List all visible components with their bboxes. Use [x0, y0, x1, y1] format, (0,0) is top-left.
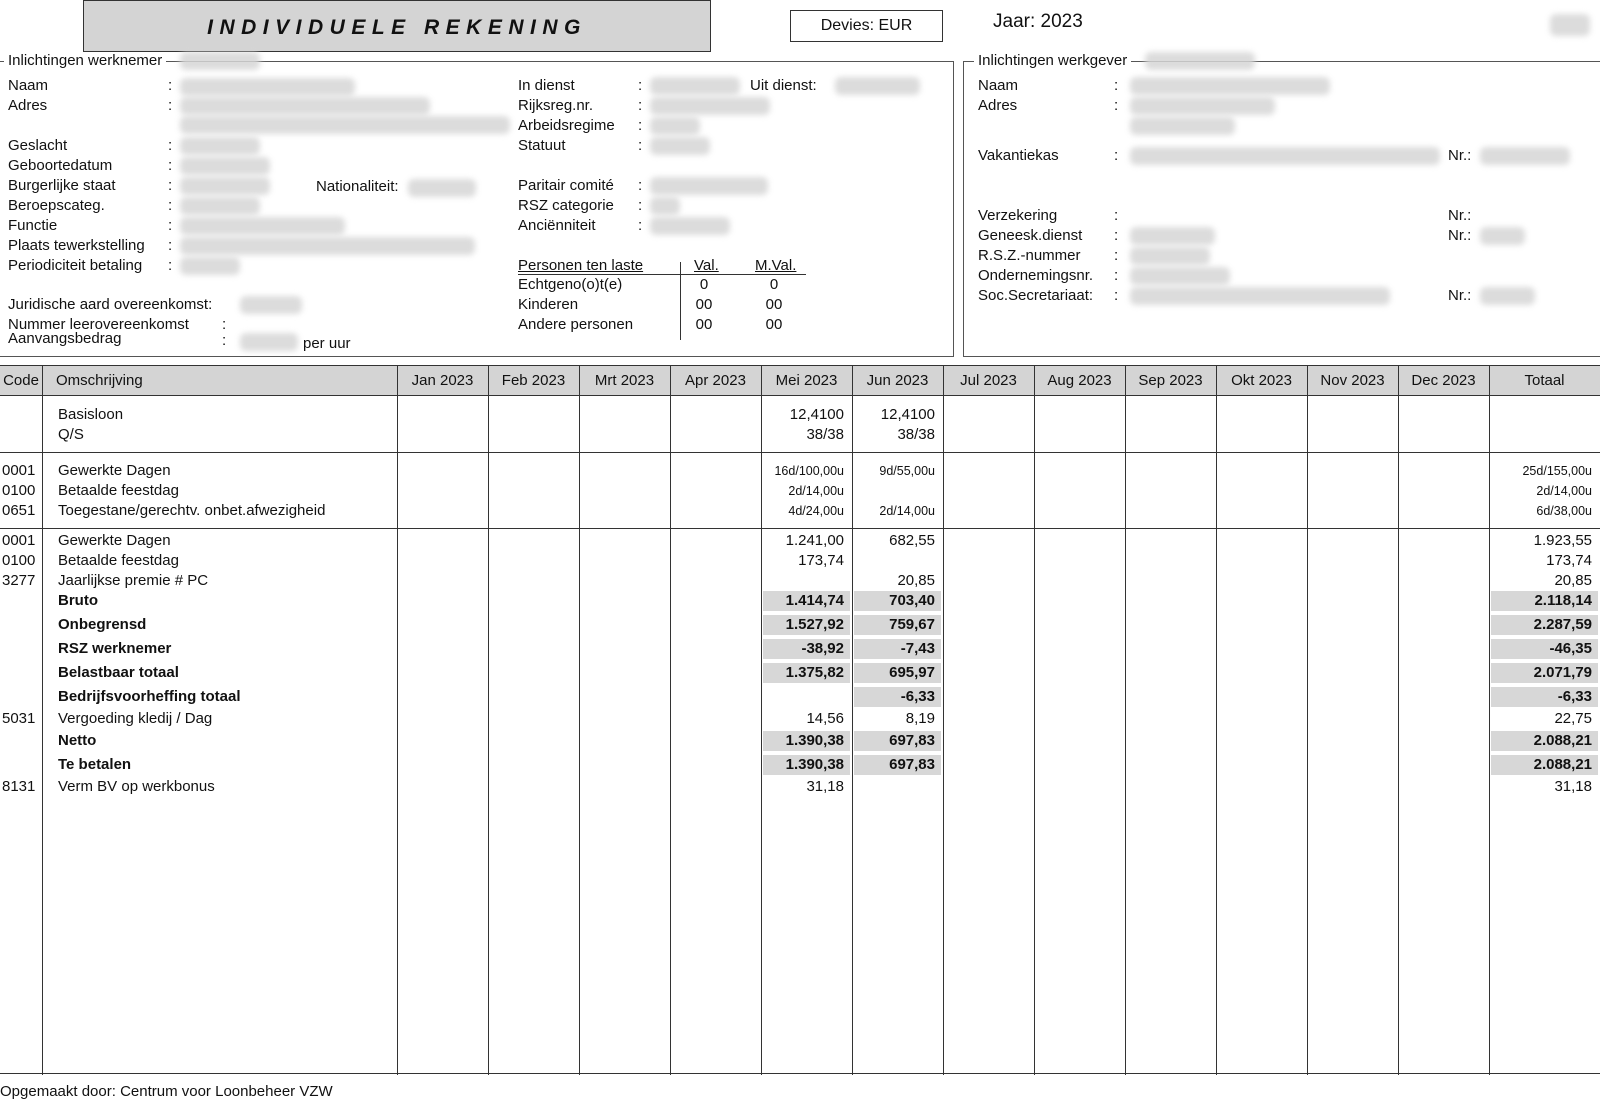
field-colon: : [1114, 97, 1119, 114]
row-code: 0001 [2, 532, 36, 549]
column-header: Totaal [1524, 372, 1565, 389]
employment-field-label: In dienst [518, 77, 575, 94]
column-divider [1398, 366, 1399, 1075]
dependents-divider [680, 262, 681, 340]
cell-mei: 1.390,38 [763, 731, 850, 751]
row-description: Betaalde feestdag [58, 552, 179, 569]
cell-jun: 703,40 [854, 591, 941, 611]
field-colon: : [638, 77, 643, 94]
cell-total: 2.088,21 [1491, 731, 1598, 751]
cell-jun: 12,4100 [880, 406, 935, 423]
column-header: Jun 2023 [866, 372, 929, 389]
column-header: Okt 2023 [1231, 372, 1292, 389]
row-description: Q/S [58, 426, 84, 443]
cell-total: 173,74 [1546, 552, 1592, 569]
field-colon: : [168, 77, 173, 94]
field-colon: : [168, 137, 173, 154]
cell-total: 25d/155,00u [1522, 464, 1592, 478]
cell-total: 31,18 [1554, 778, 1592, 795]
cell-total: -6,33 [1491, 687, 1598, 707]
employment-field-label: Paritair comité [518, 177, 614, 194]
field-colon: : [1114, 227, 1119, 244]
employer-nr-label: Nr.: [1448, 287, 1472, 304]
employee-field-label: Periodiciteit betaling [8, 257, 143, 274]
employee-field-label: Aanvangsbedrag [8, 330, 122, 347]
employee-field-label: Plaats tewerkstelling [8, 237, 145, 254]
employer-nr-label: Nr.: [1448, 147, 1472, 164]
row-description: Basisloon [58, 406, 124, 423]
cell-total: 20,85 [1554, 572, 1592, 589]
cell-jun: 682,55 [889, 532, 935, 549]
row-code: 0100 [2, 482, 36, 499]
redacted-in-service [650, 77, 740, 95]
redacted-employer-id [1145, 52, 1255, 70]
out-of-service-label: Uit dienst: [750, 77, 817, 94]
employee-legend: Inlichtingen werknemer [4, 52, 166, 69]
redacted-secretariat-nr [1480, 287, 1535, 305]
section-divider [0, 452, 1600, 453]
column-divider [1216, 366, 1217, 1075]
employer-field-label: Geneesk.dienst [978, 227, 1083, 244]
employer-nr-label: Nr.: [1448, 207, 1472, 224]
footer-text: Opgemaakt door: Centrum voor Loonbeheer VZW [0, 1083, 333, 1100]
cell-jun: 697,83 [854, 731, 941, 751]
field-colon: : [1114, 267, 1119, 284]
redacted-medical-service [1130, 227, 1215, 245]
employer-field-label: Naam [978, 77, 1019, 94]
field-colon: : [168, 237, 173, 254]
cell-mei: 14,56 [806, 710, 844, 727]
column-divider [943, 366, 944, 1075]
cell-total: 2.287,59 [1491, 615, 1598, 635]
row-description: Belastbaar totaal [58, 664, 179, 681]
redacted-address-2 [180, 116, 510, 134]
dependents-mval: 00 [765, 316, 783, 333]
payroll-table [0, 365, 1600, 1074]
redacted-function [180, 217, 345, 235]
redacted-national-number [650, 97, 770, 115]
redacted-contract-type [240, 296, 302, 314]
field-colon: : [638, 197, 643, 214]
field-colon: : [168, 217, 173, 234]
employment-field-label: RSZ categorie [518, 197, 614, 214]
cell-jun: 8,19 [905, 710, 935, 727]
field-colon: : [168, 257, 173, 274]
cell-total: 22,75 [1554, 710, 1592, 727]
cell-mei: 38/38 [806, 426, 844, 443]
employer-field-label: Soc.Secretariaat: [978, 287, 1094, 304]
field-colon: : [1114, 147, 1119, 164]
cell-total: 2.118,14 [1491, 591, 1598, 611]
cell-total: -46,35 [1491, 639, 1598, 659]
row-description: Gewerkte Dagen [58, 532, 171, 549]
employer-field-label: Ondernemingsnr. [978, 267, 1094, 284]
employee-field-label: Geslacht [8, 137, 68, 154]
dependents-label: Andere personen [518, 316, 634, 333]
cell-jun: 9d/55,00u [879, 464, 935, 478]
column-divider [397, 366, 398, 1075]
column-header: Omschrijving [56, 372, 143, 389]
column-divider [579, 366, 580, 1075]
row-description: Vergoeding kledij / Dag [58, 710, 213, 727]
cell-mei: 1.527,92 [763, 615, 850, 635]
column-divider [1307, 366, 1308, 1075]
cell-mei: 173,74 [798, 552, 844, 569]
employee-field-label: Nummer leerovereenkomst [8, 316, 189, 333]
cell-jun: -6,33 [854, 687, 941, 707]
employer-info-section [963, 52, 1600, 357]
field-colon: : [1114, 207, 1119, 224]
column-header: Mrt 2023 [594, 372, 655, 389]
per-hour-label: per uur [303, 335, 351, 352]
document-title: INDIVIDUELE REKENING [207, 16, 587, 39]
row-code: 5031 [2, 710, 36, 727]
employment-field-label: Statuut [518, 137, 566, 154]
row-description: Verm BV op werkbonus [58, 778, 215, 795]
column-header: Jul 2023 [960, 372, 1017, 389]
column-header: Jan 2023 [411, 372, 474, 389]
section-divider [0, 528, 1600, 529]
redacted-regime [650, 117, 700, 135]
field-colon: : [1114, 287, 1119, 304]
redacted-rsz-number [1130, 247, 1210, 265]
cell-total: 6d/38,00u [1536, 504, 1592, 518]
cell-jun: 697,83 [854, 755, 941, 775]
column-divider [761, 366, 762, 1075]
row-description: Bruto [58, 592, 98, 609]
dependents-val: 00 [695, 296, 713, 313]
cell-jun: 20,85 [897, 572, 935, 589]
column-divider [1125, 366, 1126, 1075]
cell-mei: 31,18 [806, 778, 844, 795]
field-colon: : [168, 197, 173, 214]
employee-field-label: Juridische aard overeenkomst: [8, 296, 213, 313]
dependents-label: Kinderen [518, 296, 579, 313]
cell-mei: 1.375,82 [763, 663, 850, 683]
dependents-rule [518, 274, 806, 275]
row-code: 0100 [2, 552, 36, 569]
cell-mei: 1.241,00 [785, 532, 844, 549]
row-description: RSZ werknemer [58, 640, 172, 657]
column-header: Code [3, 372, 39, 389]
row-description: Onbegrensd [58, 616, 147, 633]
field-colon: : [638, 117, 643, 134]
employment-field-label: Anciënniteit [518, 217, 596, 234]
redacted-page-number [1550, 14, 1590, 36]
row-description: Bedrijfsvoorheffing totaal [58, 688, 241, 705]
redacted-civil-status [180, 177, 270, 195]
employee-field-label: Naam [8, 77, 49, 94]
column-header: Feb 2023 [501, 372, 566, 389]
column-divider [670, 366, 671, 1075]
cell-total: 2.071,79 [1491, 663, 1598, 683]
cell-mei: 2d/14,00u [788, 484, 844, 498]
row-description: Gewerkte Dagen [58, 462, 171, 479]
employment-field-label: Rijksreg.nr. [518, 97, 594, 114]
cell-mei: 1.390,38 [763, 755, 850, 775]
field-colon: : [1114, 247, 1119, 264]
cell-jun: 759,67 [854, 615, 941, 635]
column-divider [1489, 366, 1490, 1075]
row-description: Te betalen [58, 756, 132, 773]
dependents-mval: 0 [769, 276, 779, 293]
dependents-label: Echtgeno(o)t(e) [518, 276, 623, 293]
employer-field-label: Adres [978, 97, 1018, 114]
row-description: Jaarlijkse premie # PC [58, 572, 209, 589]
employee-field-label: Burgerlijke staat [8, 177, 116, 194]
column-header: Aug 2023 [1047, 372, 1112, 389]
cell-mei: 16d/100,00u [774, 464, 844, 478]
field-colon: : [168, 97, 173, 114]
dependents-mval: 00 [765, 296, 783, 313]
redacted-employer-name [1130, 77, 1330, 95]
dependents-header: Personen ten laste [518, 257, 644, 274]
column-divider [1034, 366, 1035, 1075]
redacted-employer-address-1 [1130, 97, 1275, 115]
table-header-row [0, 366, 1600, 396]
redacted-birthdate [180, 157, 270, 175]
column-header: Dec 2023 [1411, 372, 1476, 389]
cell-jun: 2d/14,00u [879, 504, 935, 518]
cell-mei: 4d/24,00u [788, 504, 844, 518]
column-header: Sep 2023 [1138, 372, 1203, 389]
cell-jun: 38/38 [897, 426, 935, 443]
column-header: Apr 2023 [685, 372, 746, 389]
dependents-val-header: Val. [694, 257, 719, 274]
redacted-workplace [180, 237, 475, 255]
cell-mei: 12,4100 [789, 406, 844, 423]
nationality-label: Nationaliteit: [316, 178, 399, 195]
column-header: Nov 2023 [1320, 372, 1385, 389]
column-header: Mei 2023 [775, 372, 838, 389]
row-description: Betaalde feestdag [58, 482, 179, 499]
employer-field-label: Verzekering [978, 207, 1058, 224]
redacted-start-amount [240, 333, 298, 351]
redacted-nationality [408, 179, 476, 197]
currency-box: Devies: EUR [790, 10, 943, 42]
employer-nr-label: Nr.: [1448, 227, 1472, 244]
field-colon: : [222, 332, 227, 349]
redacted-gender [180, 137, 260, 155]
redacted-employee-id [180, 52, 260, 70]
redacted-rsz-category [650, 197, 680, 215]
row-code: 3277 [2, 572, 36, 589]
field-colon: : [222, 316, 227, 333]
row-description: Toegestane/gerechtv. onbet.afwezigheid [58, 502, 326, 519]
employee-field-label: Beroepscateg. [8, 197, 105, 214]
row-code: 8131 [2, 778, 36, 795]
field-colon: : [168, 157, 173, 174]
redacted-out-of-service [835, 77, 920, 95]
row-code: 0001 [2, 462, 36, 479]
field-colon: : [168, 177, 173, 194]
redacted-medical-nr [1480, 227, 1525, 245]
employer-field-label: R.S.Z.-nummer [978, 247, 1081, 264]
dependents-val: 0 [699, 276, 709, 293]
cell-total: 2d/14,00u [1536, 484, 1592, 498]
field-colon: : [638, 217, 643, 234]
year-label: Jaar: 2023 [993, 11, 1083, 32]
redacted-joint-committee [650, 177, 768, 195]
redacted-address-1 [180, 97, 430, 115]
field-colon: : [638, 97, 643, 114]
cell-mei: -38,92 [763, 639, 850, 659]
redacted-periodicity [180, 257, 240, 275]
redacted-seniority [650, 217, 730, 235]
redacted-holiday-fund-nr [1480, 147, 1570, 165]
employer-field-label: Vakantiekas [978, 147, 1059, 164]
employee-field-label: Adres [8, 97, 48, 114]
cell-mei: 1.414,74 [763, 591, 850, 611]
row-code: 0651 [2, 502, 36, 519]
dependents-mval-header: M.Val. [755, 257, 797, 274]
redacted-statute [650, 137, 710, 155]
column-divider [42, 366, 43, 1075]
field-colon: : [638, 177, 643, 194]
employee-field-label: Geboortedatum [8, 157, 113, 174]
redacted-employer-address-2 [1130, 117, 1235, 135]
redacted-holiday-fund [1130, 147, 1440, 165]
cell-jun: 695,97 [854, 663, 941, 683]
dependents-val: 00 [695, 316, 713, 333]
redacted-name [180, 78, 355, 96]
employment-field-label: Arbeidsregime [518, 117, 615, 134]
redacted-category [180, 197, 260, 215]
row-description: Netto [58, 732, 97, 749]
employer-legend: Inlichtingen werkgever [974, 52, 1131, 69]
cell-total: 1.923,55 [1533, 532, 1592, 549]
field-colon: : [638, 137, 643, 154]
employee-field-label: Functie [8, 217, 58, 234]
cell-jun: -7,43 [854, 639, 941, 659]
cell-total: 2.088,21 [1491, 755, 1598, 775]
column-divider [488, 366, 489, 1075]
column-divider [852, 366, 853, 1075]
redacted-company-number [1130, 267, 1230, 285]
redacted-social-secretariat [1130, 287, 1390, 305]
field-colon: : [1114, 77, 1119, 94]
